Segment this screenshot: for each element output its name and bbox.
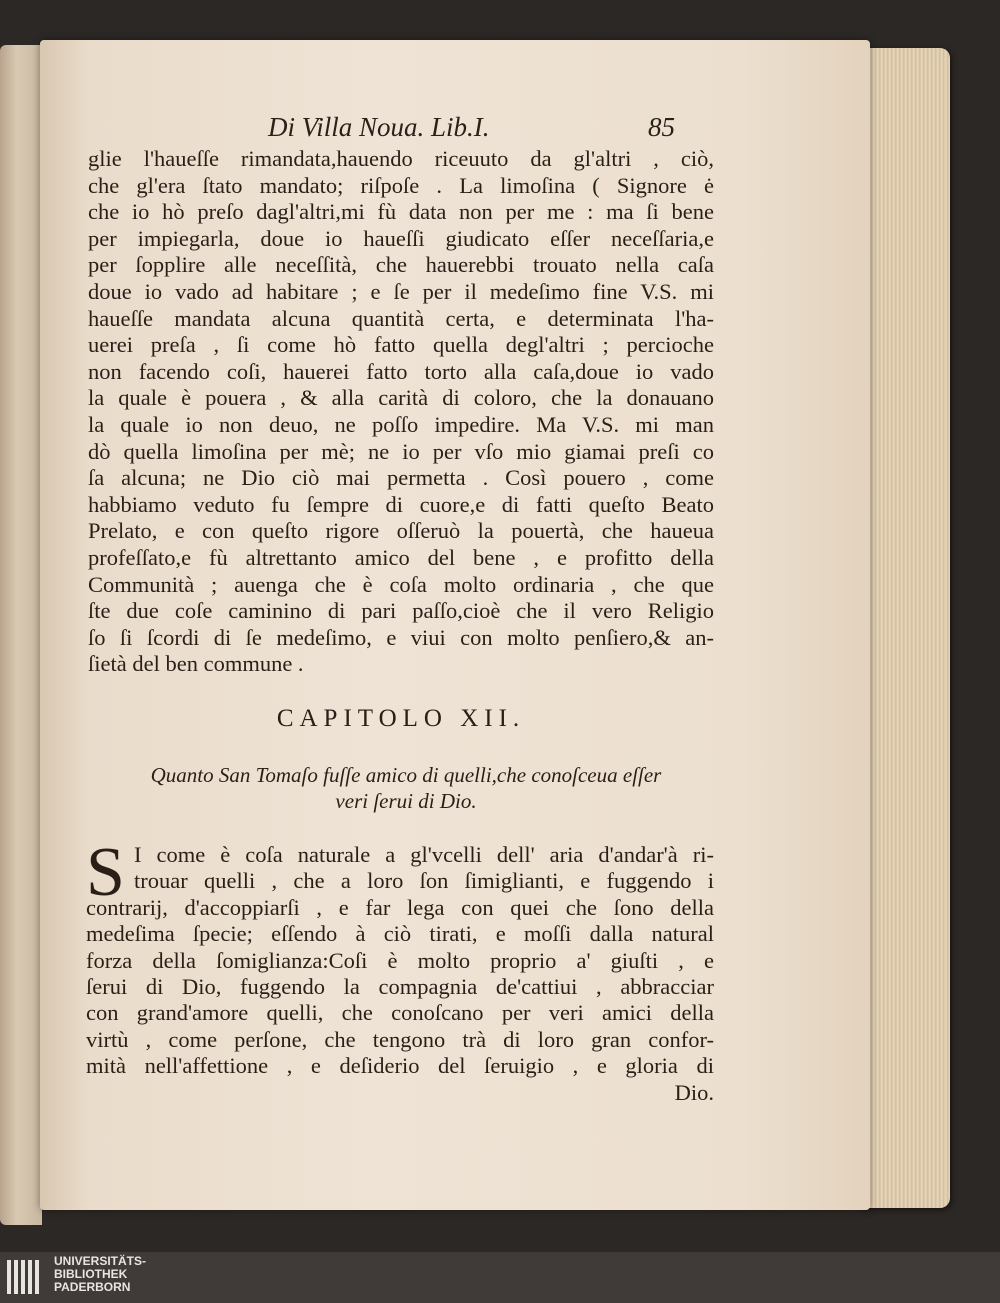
text-line: medeſima ſpecie; eſſendo à ciò tirati, e moſſi dalla natural: [86, 921, 714, 947]
running-head: [88, 112, 708, 148]
page-number: 85: [648, 112, 675, 142]
left-page-edge: [0, 45, 42, 1225]
text-line: virtù , come perſone, che tengono trà di loro gran confor-: [86, 1026, 714, 1052]
chapter-subtitle: [98, 762, 714, 814]
text-line: forza della ſomiglianza:Coſi è molto proprio a' giuſti , e: [86, 947, 714, 973]
text-line: doue io vado ad habitare ; e ſe per il medeſimo fine V.S. mi: [88, 278, 714, 304]
text-line: habbiamo veduto fu ſempre di cuore,e di fatti queſto Beato: [88, 491, 714, 517]
text-line: Dio.: [674, 1079, 714, 1105]
text-line: contrarij, d'accoppiarſi , e far lega con quei che ſono della: [86, 894, 714, 920]
text-line: che io hò preſo dagl'altri,mi fù data non per me : ma ſi bene: [88, 199, 714, 225]
text-line: trouar quelli , che a loro ſon ſimiglianti, e fuggendo i: [134, 868, 714, 894]
text-line: Prelato, e con queſto rigore oſſeruò la pouertà, che haueua: [88, 518, 714, 544]
text-line: haueſſe mandata alcuna quantità certa, e determinata l'ha-: [88, 305, 714, 331]
text-line: I come è coſa naturale a gl'vcelli dell' aria d'andar'à ri-: [134, 842, 714, 867]
text-line: ſerui di Dio, fuggendo la compagnia de'cattiui , abbracciar: [86, 973, 714, 999]
text-line: la quale io non deuo, ne poſſo impedire. Ma V.S. mi man: [88, 411, 714, 437]
chapter-subtitle-line: Quanto San Tomaſo fuſſe amico di quelli,che conoſceua eſſer: [150, 763, 662, 787]
logo-line: PADERBORN: [54, 1280, 131, 1294]
text-line: glie l'haueſſe rimandata,hauendo riceuuto da gl'altri , ciò,: [88, 146, 714, 171]
text-line: ſo ſi ſcordi di ſe medeſimo, e viui con molto penſiero,& an-: [88, 624, 714, 650]
text-line: uerei preſa , ſi come hò fatto quella degl'altri ; percioche: [88, 332, 714, 358]
chapter-text: [86, 834, 714, 1106]
text-line: non facendo coſi, hauerei fatto torto alla caſa,doue io vado: [88, 358, 714, 384]
text-line: ſte due coſe caminino di pari paſſo,cioè che il vero Religio: [88, 598, 714, 624]
text-line: che gl'era ſtato mandato; riſpoſe . La limoſina ( Signore ė: [88, 172, 714, 198]
logo-line: UNIVERSITÄTS-: [54, 1254, 147, 1268]
text-line: con grand'amore quelli, che conoſcano per veri amici della: [86, 1000, 714, 1026]
footer-bar: [0, 1252, 1000, 1303]
library-logo-text: [54, 1255, 146, 1294]
text-line: Communità ; auenga che è coſa molto ordinaria , che que: [88, 571, 714, 597]
logo-line: BIBLIOTHEK: [54, 1267, 128, 1281]
chapter-heading: CAPITOLO XII.: [276, 705, 526, 732]
text-line: ſa alcuna; ne Dio ciò mai permetta . Così pouero , come: [88, 465, 714, 491]
text-line: dò quella limoſina per mè; ne io per vſo mio giamai preſi co: [88, 438, 714, 464]
library-logo-icon: [4, 1256, 46, 1298]
text-line: ſietà del ben commune .: [88, 651, 304, 677]
running-head-title: Di Villa Noua. Lib.I.: [268, 112, 490, 142]
text-line: per impiegarla, doue io haueſſi giudicato eſſer neceſſaria,e: [88, 225, 714, 251]
text-line: la quale è pouera , & alla carità di coloro, che la donauano: [88, 385, 714, 411]
text-line: per ſopplire alle neceſſità, che hauerebbi trouato nella caſa: [88, 252, 714, 278]
text-line: mità nell'affettione , e deſiderio del ſeruigio , e gloria di: [86, 1053, 714, 1079]
body-text: [88, 146, 714, 678]
chapter-subtitle-line: veri ſerui di Dio.: [335, 789, 477, 813]
page-block-edge: [860, 48, 950, 1208]
text-line: profeſſato,e fù altrettanto amico del bene , e profitto della: [88, 544, 714, 570]
drop-cap: S: [86, 834, 125, 911]
